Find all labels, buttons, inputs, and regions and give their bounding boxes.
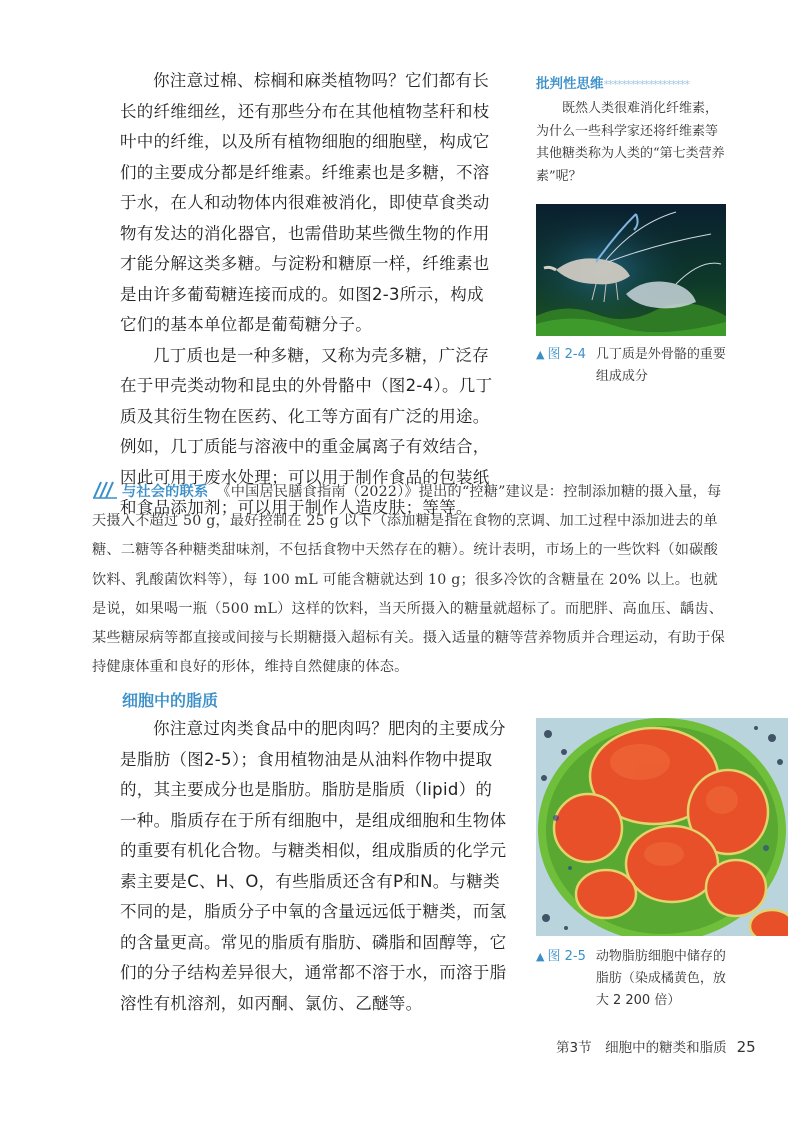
critical-thinking-label: 批判性思维: [536, 76, 604, 92]
figure-2-5-number: 图 2-5: [547, 949, 586, 964]
sidebar: [536, 72, 726, 388]
critical-thinking-question: 既然人类很难消化纤维素，为什么一些科学家还将纤维素等其他糖类称为人类的“第七类营养素”呢？: [536, 101, 725, 184]
main-text-top: [120, 66, 498, 524]
section-heading-lipids: 细胞中的脂质: [122, 691, 219, 710]
title-stars: *******************: [603, 78, 689, 91]
shrimp-photo: [536, 204, 726, 336]
triangle-icon: ▲: [536, 348, 545, 361]
figure-2-5-caption: [536, 946, 736, 1012]
page-footer: [556, 1036, 756, 1056]
figure-2-4-caption: [536, 344, 726, 388]
paragraph-lipids: 你注意过肉类食品中的肥肉吗？肥肉的主要成分是脂肪（图2-5）；食用植物油是从油料作物中提取的，其主要成分也是脂肪。脂肪是脂质（lipid）的一种。脂质存在于所有细胞中，是组成细胞和生物体的重要有机化合物。与糖类相似，组成脂质的化学元素主要是C、H、O，有些脂质还含有P和N。与糖类不同的是，脂质分子中氧的含量远远低于糖类，而氢的含量更高。常见的脂质有脂肪、磷脂和固醇等，它们的分子结构差异很大，通常都不溶于水，而溶于脂溶性有机溶剂，如丙酮、氯仿、乙醚等。: [120, 719, 507, 1013]
figure-2-5-text: 动物脂肪细胞中储存的脂肪（染成橘黄色，放大 2 200 倍）: [595, 949, 726, 1008]
stripes-icon: [92, 481, 118, 499]
figure-2-4-number: 图 2-4: [547, 347, 586, 362]
page-number: 25: [736, 1038, 756, 1056]
fat-cell-micrograph: [536, 718, 788, 936]
society-connection-text: 《中国居民膳食指南（2022）》提出的“控糖”建议是：控制添加糖的摄入量，每天摄入不超过 50 g，最好控制在 25 g 以下（添加糖是指在食物的烹调、加工过程中添加进去的单糖、二糖等各种糖类甜味剂，不包括食物中天然存在的糖）。统计表明，市场上的一些饮料（如碳酸饮料、乳酸菌饮料等），每 100 mL 可能含糖就达到 10 g；很多冷饮的含糖量在 20% 以上。也就是说，如果喝一瓶（500 mL）这样的饮料，当天所摄入的糖量就超标了。而肥胖、高血压、龋齿、某些糖尿病等都直接或间接与长期糖摄入超标有关。摄入适量的糖等营养物质并合理运动，有助于保持健康体重和良好的形体，维持自然健康的体态。: [92, 484, 726, 676]
figure-2-4-text: 几丁质是外骨骼的重要组成成分: [595, 347, 726, 384]
paragraph-chitin: 几丁质也是一种多糖，又称为壳多糖，广泛存在于甲壳类动物和昆虫的外骨骼中（图2-4）。几丁质及其衍生物在医药、化工等方面有广泛的用途。例如，几丁质能与溶液中的重金属离子有效结合，因此可用于废水处理；可以用于制作食品的包装纸和食品添加剂；可以用于制作人造皮肤；等等。: [120, 345, 493, 517]
critical-thinking-title: [536, 72, 726, 92]
paragraph-cellulose: 你注意过棉、棕榈和麻类植物吗？它们都有长长的纤维细丝，还有那些分布在其他植物茎秆和枝叶中的纤维，以及所有植物细胞的细胞壁，构成它们的主要成分都是纤维素。纤维素也是多糖，不溶于水，在人和动物体内很难被消化，即使草食类动物有发达的消化器官，也需借助某些微生物的作用才能分解这类多糖。与淀粉和糖原一样，纤维素也是由许多葡萄糖连接而成的。如图2-3所示，构成它们的基本单位都是葡萄糖分子。: [120, 71, 490, 334]
main-text-bottom: [120, 714, 508, 1019]
society-connection-label: 与社会的联系: [122, 484, 209, 500]
section-name: 第3节 细胞中的糖类和脂质: [556, 1040, 727, 1056]
triangle-icon: ▲: [536, 950, 545, 963]
society-connection-box: [92, 478, 728, 682]
